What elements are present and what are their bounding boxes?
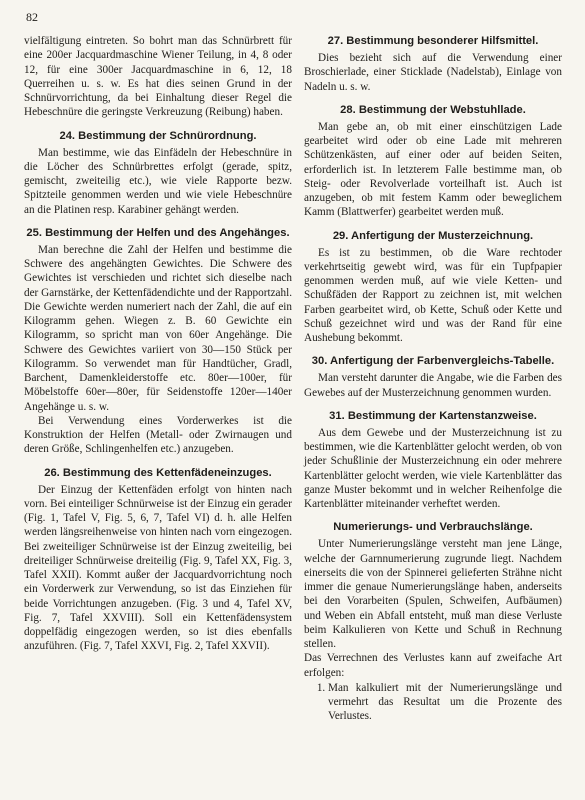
paragraph-31: Aus dem Gewebe und der Musterzeichnung ist zu bestimmen, wie die Kartenblätter gelocht werden, ob von jeder Schußlinie der Musterzeichnung ein oder mehrere Kartenblätter gelocht werden, wie viele Kartenblätter das ganze Muster bekommt und in welcher Reihenfolge die Kartenblätter miteinander verheftet werden. xyxy=(304,426,562,510)
paragraph-26: Der Einzug der Kettenfäden erfolgt von hinten nach vorn. Bei einteiliger Schnürweise ist der Einzug ein gerader (Fig. 1, Tafel V, Fig. 5, 6, 7, Tafel VI) d. h. alle Helfen werden längsreihenweise von hinten nach vorn eingezogen. Bei zweiteiliger Schnürweise ist der Einzug zweiteilig, bei dreiteiliger Schnürweise dreiteilig (Fig. 9, Tafel XX, Fig. 3, Tafel XXII). Kommt außer der Jacquardvorrichtung noch ein Vorderwerk zur Verwendung, so ist das Einziehen für beide Vorrichtungen anzugeben. (Fig. 3 und 4, Tafel XV, Fig. 7, Tafel XXVIII). Soll ein Kettenfädensystem doppelfädig eingezogen werden, so ist dies ebenfalls anzuführen. (Fig. 7, Tafel XXVI, Fig. 2, Tafel XXVII). xyxy=(24,483,292,653)
paragraph-29: Es ist zu bestimmen, ob die Ware rechtoder verkehrtseitig gewebt wird, was für ein Tupfpapier genommen werden muß, auf wie viele Ketten- und Schußfäden der Rapport zu zeichnen ist, mit welchen Farben gearbeitet wird, ob Kette, Schuß oder Kette und Schuß gezeichnet wird und was der Rand für eine Aushebung bekommt. xyxy=(304,246,562,344)
heading-28: 28. Bestimmung der Webstuhllade. xyxy=(340,103,526,116)
paragraph-25a: Man berechne die Zahl der Helfen und bestimme die Schwere des angehängten Gewichtes. Die Schwere des Gewichtes ist verschieden und richtet sich dieselbe nach der Garnstärke, der Kettenfädendichte und der Rapportzahl. Die Gewichte werden numeriert nach der Zahl, die auf ein Kilogramm gehen. Wiegen z. B. 60 Gewichte ein Kilogramm, so spricht man von 60er Angehänge. Die Schwere des Gewichtes variiert von 30—150 Stück per Kilogramm. So verwendet man für Handtücher, Gradl, Barchent, Damenkleiderstoffe etc. 80er—100er, für Möbelstoffe 60er—80er, für Seidenstoffe 120er—140er Angehänge u. s. w. xyxy=(24,243,292,413)
heading-30: 30. Anfertigung der Farbenvergleichs-Tabelle. xyxy=(311,355,555,368)
paragraph-numerierung-2: Das Verrechnen des Verlustes kann auf zweifache Art erfolgen: xyxy=(304,652,562,679)
heading-numerierung: Numerierungs- und Verbrauchslänge. xyxy=(333,521,533,534)
page-number: 82 xyxy=(26,10,38,24)
paragraph-continuation: vielfältigung eintreten. So bohrt man das Schnürbrett für eine 200er Jacquardmaschine Wiener Teilung, in 4, 8 oder 12, für eine 300er Jacquardmaschine in 6, 12, 18 Querreihen u. s. w. Es hat dies seinen Grund in der Schnürvorrichtung, da bei Einhaltung dieser Regel die Hebeschnüre die geringste Verkreuzung (Reibung) haben. xyxy=(24,35,292,119)
heading-25: 25. Bestimmung der Helfen und des Angehänges. xyxy=(26,226,290,239)
paragraph-25b: Bei Verwendung eines Vorderwerkes ist die Konstruktion der Helfen (Metall- oder Zwirnaugen und deren Größe, Schlingenhelfen etc.) anzugeben. xyxy=(24,414,292,456)
paragraph-numerierung-1: Unter Numerierungslänge versteht man jene Länge, welche der Garnnumerierung zugrunde liegt. Nachdem einerseits die von der Spinnerei gelieferten Strähne nicht immer die genaue Numerierungslänge haben, anderseits bei den Vorarbeiten (Spulen, Schweifen, Aufbäumen) und Weben ein Abfall entsteht, muß man diese Verluste beim Kalkulieren von Kette und Schuß in Rechnung stellen. xyxy=(304,538,562,650)
paragraph-30: Man versteht darunter die Angabe, wie die Farben des Gewebes auf der Musterzeichnung genommen wurden. xyxy=(304,372,562,399)
list-item: 1. Man kalkuliert mit der Numerierungslänge und vermehrt das Resultat um die Prozente des Verlustes. xyxy=(328,681,562,724)
heading-27: 27. Bestimmung besonderer Hilfsmittel. xyxy=(327,35,539,47)
heading-31: 31. Bestimmung der Kartenstanzweise. xyxy=(329,409,537,422)
left-column xyxy=(24,34,292,654)
heading-26: 26. Bestimmung des Kettenfädeneinzuges. xyxy=(44,466,272,479)
paragraph-28: Man gebe an, ob mit einer einschützigen Lade gearbeitet wird oder ob eine Lade mit mehreren Schützenkästen, auf einer oder auf beiden Seiten, erforderlich ist. In letzterem Falle bestimme man, ob Steig- oder Revolverlade vorteilhaft ist. Auch ist anzugeben, ob mit festem Kamm oder beweglichem Kamm (Blattwerfer) gearbeitet werden muß. xyxy=(304,120,562,219)
paragraph-27: Dies bezieht sich auf die Verwendung einer Broschierlade, einer Sticklade (Nadelstab), Einlage von Nadeln u. s. w. xyxy=(304,52,562,93)
heading-24: 24. Bestimmung der Schnürordnung. xyxy=(59,129,257,142)
paragraph-24: Man bestimme, wie das Einfädeln der Hebeschnüre in die Löcher des Schnürbrettes erfolgt (gerade, spitz, gemischt, zweiteilig etc.), wie viele Rapporte bezw. Spitzteile genommen werden und wie viele Hebeschnüre an die Platinen resp. Karabiner gehängt werden. xyxy=(24,146,292,216)
right-column xyxy=(304,34,562,724)
method-list xyxy=(304,681,562,724)
heading-29: 29. Anfertigung der Musterzeichnung. xyxy=(332,229,534,242)
